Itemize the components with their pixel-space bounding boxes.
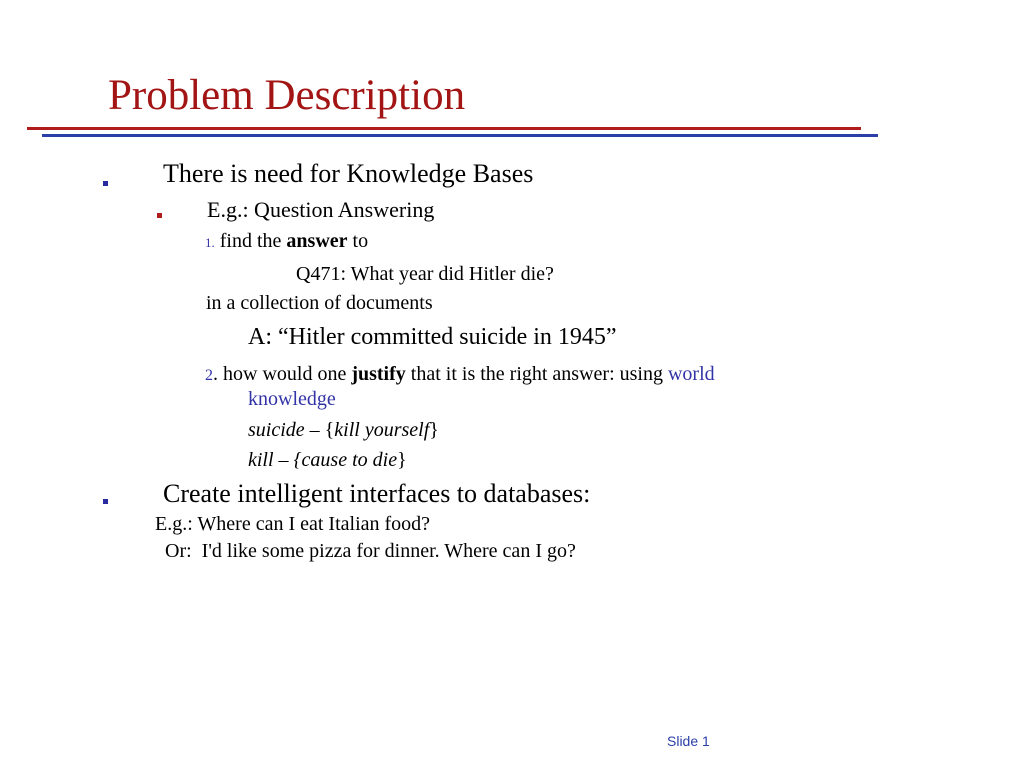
title-underline-blue xyxy=(42,134,878,137)
step-1-bold-answer: answer xyxy=(286,230,348,252)
slide-number-footer: Slide 1 xyxy=(667,733,710,749)
step-1-number: 1. xyxy=(205,235,215,250)
relation-suicide xyxy=(248,418,439,442)
answer-line: A: “Hitler committed suicide in 1945” xyxy=(248,324,617,350)
relation-kill xyxy=(248,448,407,472)
slide-title: Problem Description xyxy=(108,72,466,119)
collection-line: in a collection of documents xyxy=(206,292,433,314)
question-q471: Q471: What year did Hitler die? xyxy=(296,263,554,285)
title-underline-red xyxy=(27,127,861,130)
step-2-bold-justify: justify xyxy=(351,363,406,385)
sub-bullet-square-icon xyxy=(157,213,162,218)
relation-suicide-value: kill yourself xyxy=(334,419,430,441)
example-pizza: Or: I'd like some pizza for dinner. Where can I go? xyxy=(165,540,576,562)
bullet-square-icon xyxy=(103,181,108,186)
world-knowledge-link-part1: world xyxy=(667,363,715,385)
step-2-prefix: . how would one xyxy=(213,363,352,385)
relation-suicide-close: } xyxy=(429,419,439,441)
step-1-suffix: to xyxy=(347,230,369,252)
example-italian-food: E.g.: Where can I eat Italian food? xyxy=(155,513,431,535)
relation-suicide-dash: – { xyxy=(304,419,335,441)
step-1-prefix: find the xyxy=(219,230,287,252)
sub-bullet-question-answering: E.g.: Question Answering xyxy=(207,197,435,222)
step-1-line xyxy=(205,229,368,255)
bullet-knowledge-bases: There is need for Knowledge Bases xyxy=(163,159,534,188)
step-2-line xyxy=(205,362,715,388)
step-2-middle: that it is the right answer: using xyxy=(405,363,668,385)
world-knowledge-link-part2: knowledge xyxy=(248,388,336,410)
relation-suicide-term: suicide xyxy=(248,419,305,441)
relation-kill-close: } xyxy=(397,449,407,471)
relation-kill-text: kill – {cause to die xyxy=(248,449,398,471)
bullet-intelligent-interfaces: Create intelligent interfaces to databases: xyxy=(163,479,591,508)
step-2-number: 2 xyxy=(205,367,213,384)
bullet-square-icon xyxy=(103,499,108,504)
